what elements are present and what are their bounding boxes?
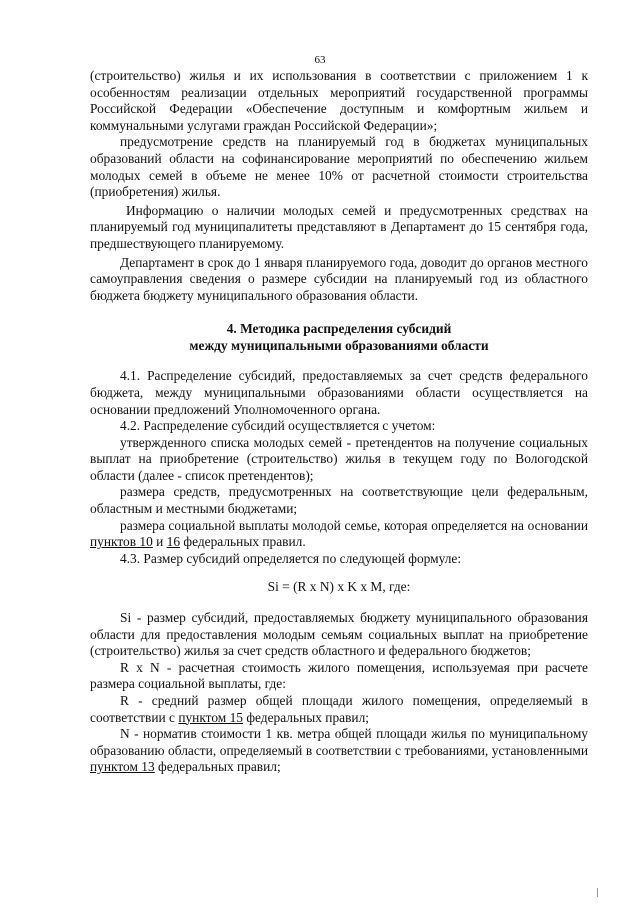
paragraph-4-3: 4.3. Размер субсидий определяется по следующей формуле: (120, 550, 462, 566)
text-fragment: федеральных правил; (154, 759, 281, 775)
text-fragment: федеральных правил; (243, 709, 369, 725)
section-heading-line-1: 4. Методика распределения субсидий (226, 321, 452, 337)
paragraph-si-definition: Si - размер субсидий, предоставляемых бюджету муниципального образования области для предоставления молодым семьям социальных выплат на приобретение (строительство) жилья за счет средств областного и федерального бюджетов; (90, 610, 588, 659)
paragraph-4: Департамент в срок до 1 января планируемого года, доводит до органов местного самоуправления сведения о размере субсидии на планируемый год из областного бюджета бюджету муниципального образования области. (90, 254, 588, 303)
paragraph-candidates-list: утвержденного списка молодых семей - претендентов на получение социальных выплат на приобретение (строительство) жилья в текущем году по Вологодской области (далее - список претендентов); (90, 434, 588, 483)
text-fragment: размера социальной выплаты молодой семье, которая определяется на основании (120, 517, 588, 533)
paragraph-3: Информацию о наличии молодых семей и предусмотренных средствах на планируемый год муниципалитеты представляют в Департамент до 15 сентября года, предшествующего планируемому. (90, 202, 588, 251)
section-heading (90, 320, 588, 354)
text-fragment: N - норматив стоимости 1 кв. метра общей площади жилья по муниципальному образованию области, определяемый в соответствии с требованиями, установленными (90, 726, 588, 758)
text-fragment: федеральных правил. (180, 534, 306, 550)
scan-mark (597, 888, 598, 897)
text-fragment: R - средний размер общей площади жилого помещения, определяемый в соответствии с (90, 693, 588, 725)
text-fragment: и (152, 534, 167, 550)
paragraph-payment-size (90, 518, 588, 551)
paragraph-r-definition (90, 693, 588, 726)
paragraph-n-definition (90, 726, 588, 776)
section-heading-line-2: между муниципальными образованиями области (189, 338, 489, 354)
link-clause-13[interactable]: пунктом 13 (90, 759, 155, 775)
link-clause-16[interactable]: 16 (166, 534, 181, 550)
paragraph-4-1: 4.1. Распределение субсидий, предоставляемых за счет средств федерального бюджета, между муниципальными образованиями области осуществляется на основании предложений Уполномоченного органа. (90, 368, 588, 417)
paragraph-rxn-definition: R x N - расчетная стоимость жилого помещения, используемая при расчете размера социальной выплаты, где: (90, 659, 588, 692)
document-body (90, 68, 588, 776)
paragraph-funds-size: размера средств, предусмотренных на соответствующие цели федеральным, областным и местными бюджетами; (90, 484, 588, 517)
page-number: 63 (314, 54, 326, 66)
paragraph-4-2: 4.2. Распределение субсидий осуществляется с учетом: (120, 418, 436, 434)
formula: Si = (R x N) x K x M, где: (267, 579, 411, 595)
paragraph-1: (строительство) жилья и их использования в соответствии с приложением 1 к особенностям реализации отдельных мероприятий государственной программы Российской Федерации «Обеспечение доступным и комфортным жильем и коммунальными услугами граждан Российской Федерации»; (90, 68, 588, 133)
link-clauses-10[interactable]: пунктов 10 (90, 534, 153, 550)
link-clause-15[interactable]: пунктом 15 (178, 709, 243, 725)
paragraph-2: предусмотрение средств на планируемый год в бюджетах муниципальных образований области на софинансирование мероприятий по обеспечению жильем молодых семей в объеме не менее 10% от расчетной стоимости строительства (приобретения) жилья. (90, 134, 588, 200)
